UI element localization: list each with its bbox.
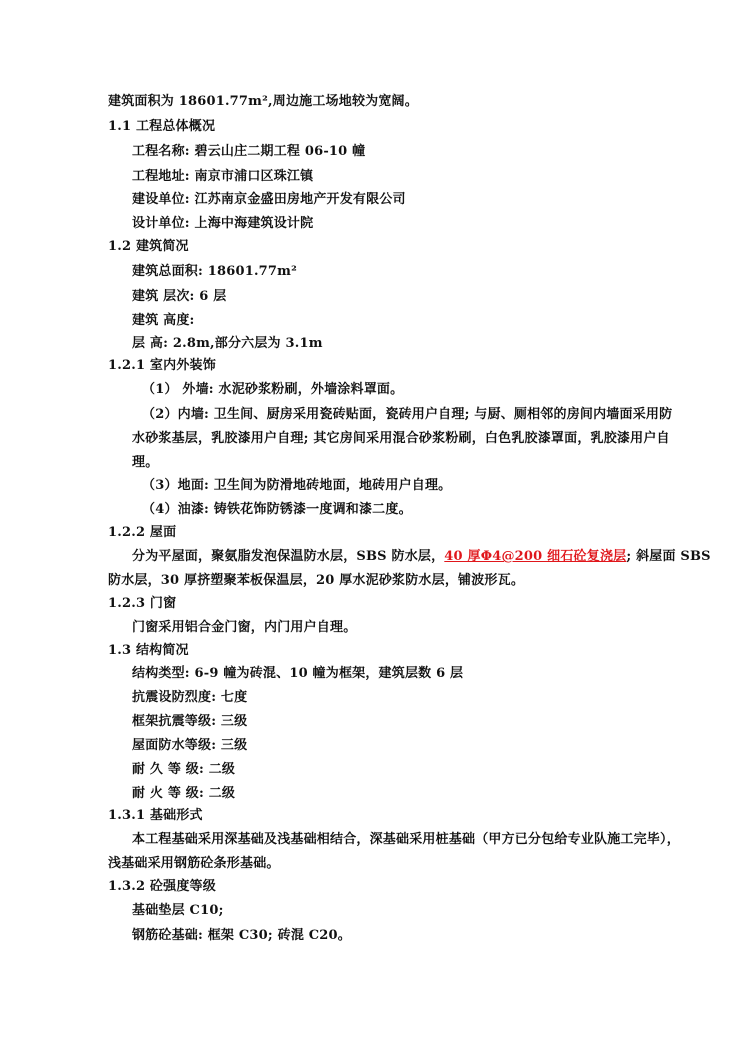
text-line: 理。 [132,455,159,470]
text-line: 门窗采用铝合金门窗，内门用户自理。 [132,620,357,635]
subsection-heading: 1.3.2 砼强度等级 [108,879,216,894]
section-heading: 1.1 工程总体概况 [108,119,216,134]
project-name: 工程名称: 碧云山庄二期工程 06-10 幢 [132,144,366,159]
storey-height: 层 高: 2.8m,部分六层为 3.1m [132,336,323,351]
text-line: 基础垫层 C10; [132,903,224,918]
subsection-heading: 1.2.2 屋面 [108,525,177,540]
roof-paragraph [132,547,711,567]
durability-grade: 耐 久 等 级: 二级 [132,762,236,777]
list-item: （4）油漆: 铸铁花饰防锈漆一度调和漆二度。 [142,502,412,517]
list-item: （2）内墙: 卫生间、厨房采用瓷砖贴面，瓷砖用户自理; 与厨、厕相邻的房间内墙面采用防 [142,407,673,422]
subsection-heading: 1.2.1 室内外装饰 [108,358,216,373]
highlighted-text: 40 厚Φ4@200 细石砼复浇层 [444,549,627,564]
fire-resistance-grade: 耐 火 等 级: 二级 [132,786,236,801]
list-item: （3）地面: 卫生间为防滑地砖地面，地砖用户自理。 [142,478,452,493]
structure-type: 结构类型: 6-9 幢为砖混、10 幢为框架，建筑层数 6 层 [132,666,464,681]
section-heading: 1.2 建筑简况 [108,239,189,254]
design-unit: 设计单位: 上海中海建筑设计院 [132,216,314,231]
text-segment: 分为平屋面，聚氨脂发泡保温防水层，SBS 防水层， [132,549,445,564]
seismic-intensity: 抗震设防烈度: 七度 [132,690,248,705]
total-area: 建筑总面积: 18601.77m² [132,264,298,279]
text-line: 本工程基础采用深基础及浅基础相结合，深基础采用桩基础（甲方已分包给专业队施工完毕）， [132,832,680,847]
seismic-grade: 框架抗震等级: 三级 [132,714,248,729]
list-item: （1） 外墙: 水泥砂浆粉刷，外墙涂料罩面。 [142,382,404,397]
text-line: 建筑面积为 18601.77m²,周边施工场地较为宽阔。 [108,94,418,109]
text-line: 钢筋砼基础: 框架 C30; 砖混 C20。 [132,928,351,943]
construction-unit: 建设单位: 江苏南京金盛田房地产开发有限公司 [132,192,406,207]
subsection-heading: 1.2.3 门窗 [108,596,177,611]
floor-count: 建筑 层次: 6 层 [132,289,227,304]
text-segment: ; 斜屋面 SBS [626,549,711,564]
section-heading: 1.3 结构简况 [108,643,189,658]
roof-waterproof-grade: 屋面防水等级: 三级 [132,738,248,753]
project-address: 工程地址: 南京市浦口区珠江镇 [132,169,314,184]
text-line: 防水层，30 厚挤塑聚苯板保温层，20 厚水泥砂浆防水层，铺波形瓦。 [108,573,525,588]
building-height: 建筑 高度: [132,313,195,328]
text-line: 浅基础采用钢筋砼条形基础。 [108,856,280,871]
text-line: 水砂浆基层，乳胶漆用户自理; 其它房间采用混合砂浆粉刷，白色乳胶漆罩面，乳胶漆用户自 [132,431,670,446]
subsection-heading: 1.3.1 基础形式 [108,808,203,823]
